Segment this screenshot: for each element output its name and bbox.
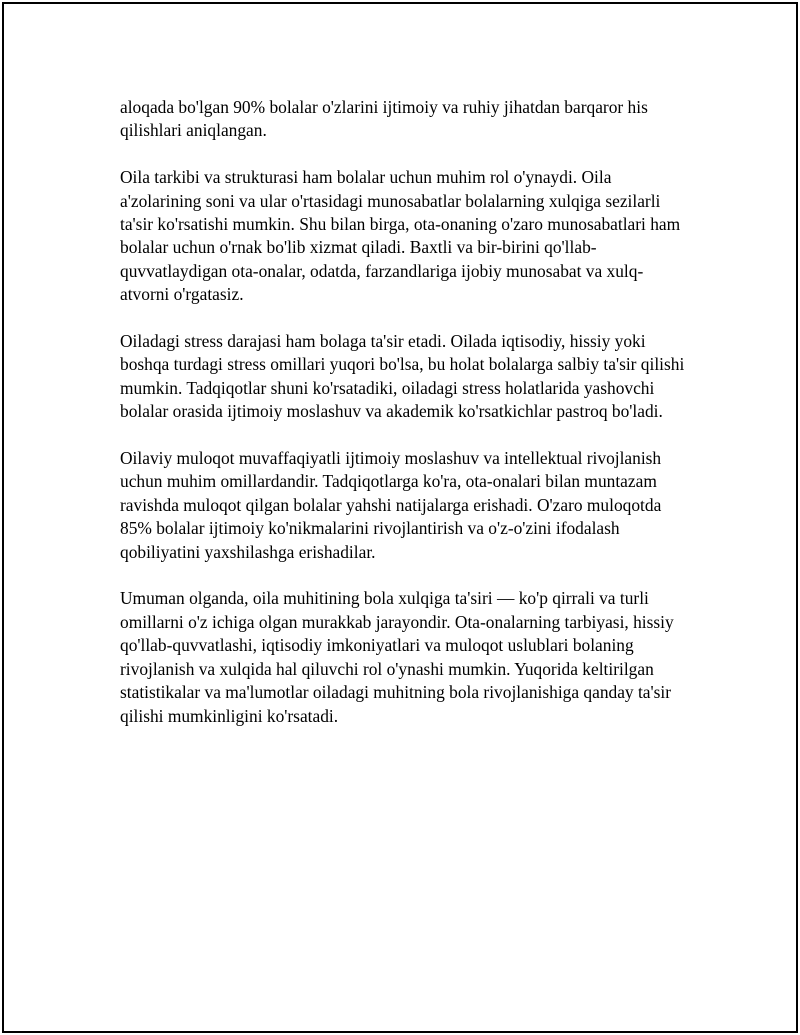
page-frame xyxy=(2,2,798,1033)
paragraph-2: Oila tarkibi va strukturasi ham bolalar uchun muhim rol o'ynaydi. Oila a'zolarining soni va ular o'rtasidagi munosabatlar bolalarning xulqiga sezilarli ta'sir ko'rsatishi mumkin. Shu bilan birga, ota-onaning o'zaro munosabatlari ham bolalar uchun o'rnak bo'lib xizmat qiladi. Baxtli va bir-birini qo'llab-quvvatlaydigan ota-onalar, odatda, farzandlariga ijobiy munosabat va xulq-atvorni o'rgatasiz. xyxy=(120,167,681,305)
paragraph-5: Umuman olganda, oila muhitining bola xulqiga ta'siri — ko'p qirrali va turli omillarni o'z ichiga olgan murakkab jarayondir. Ota-onalarning tarbiyasi, hissiy qo'llab-quvvatlashi, iqtisodiy imkoniyatlari va muloqot uslublari bolaning rivojlanish va xulqida hal qiluvchi rol o'ynashi mumkin. Yuqorida keltirilgan statistikalar va ma'lumotlar oiladagi muhitning bola rivojlanishiga qanday ta'sir qilishi mumkinligini ko'rsatadi. xyxy=(120,588,674,726)
paragraph-1: aloqada bo'lgan 90% bolalar o'zlarini ijtimoiy va ruhiy jihatdan barqaror his qilishlari aniqlangan. xyxy=(120,97,648,141)
document-body xyxy=(120,96,692,751)
paragraph-3: Oiladagi stress darajasi ham bolaga ta'sir etadi. Oilada iqtisodiy, hissiy yoki boshqa turdagi stress omillari yuqori bo'lsa, bu holat bolalarga salbiy ta'sir qilishi mumkin. Tadqiqotlar shuni ko'rsatadiki, oiladagi stress holatlarida yashovchi bolalar orasida ijtimoiy moslashuv va akademik ko'rsatkichlar pastroq bo'ladi. xyxy=(120,331,685,422)
paragraph-4: Oilaviy muloqot muvaffaqiyatli ijtimoiy moslashuv va intellektual rivojlanish uchun muhim omillardandir. Tadqiqotlarga ko'ra, ota-onalari bilan muntazam ravishda muloqot qilgan bolalar yahshi natijalarga erishadi. O'zaro muloqotda 85% bolalar ijtimoiy ko'nikmalarini rivojlantirish va o'z-o'zini ifodalash qobiliyatini yaxshilashga erishadilar. xyxy=(120,448,662,562)
